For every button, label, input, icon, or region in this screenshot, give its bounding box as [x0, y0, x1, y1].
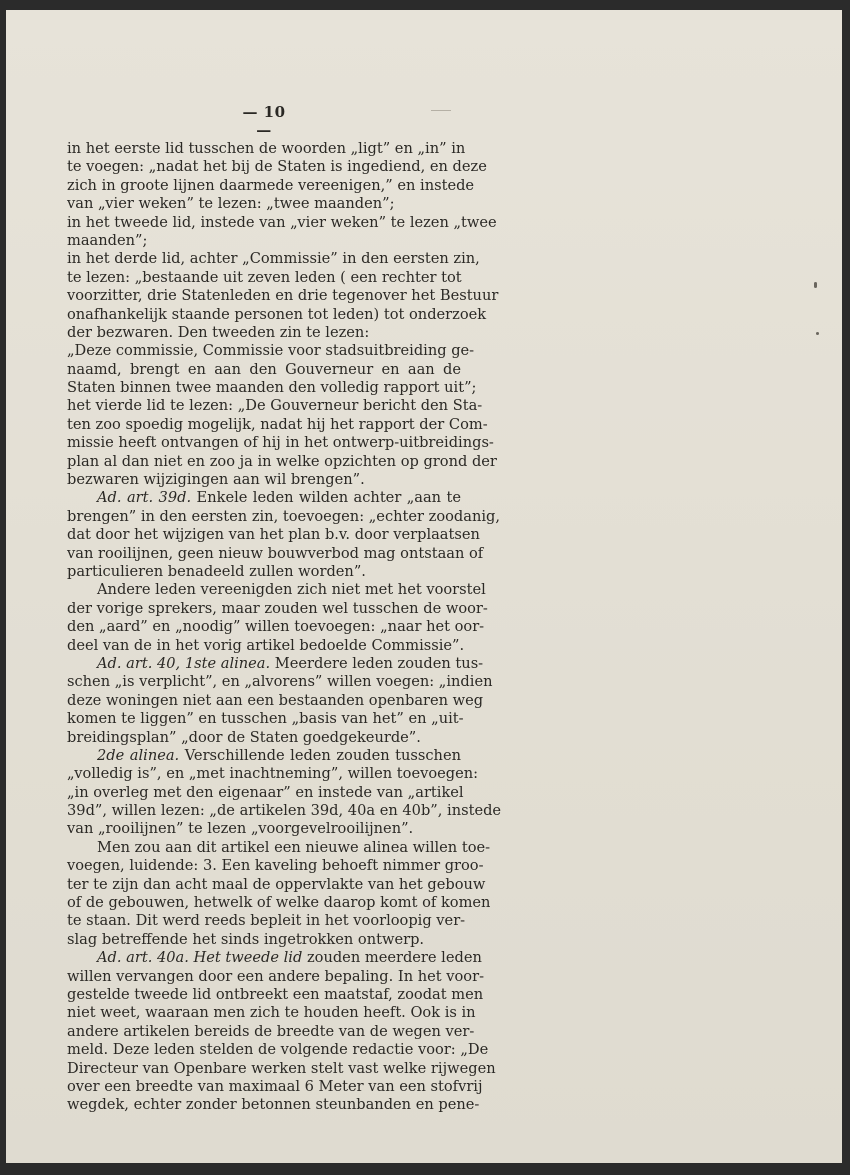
- text-line-content: zouden meerdere leden: [306, 949, 482, 967]
- text-line: [67, 544, 484, 563]
- text-line-content: te staan. Dit werd reeds bepleit in het voorloopig ver-: [67, 912, 466, 930]
- text-line-content: in het eerste lid tusschen de woorden „ligt” en „in” in: [67, 140, 466, 157]
- text-line-content: te voegen: „nadat het bij de Staten is ingediend, en deze: [67, 158, 487, 176]
- text-line-content: voegen, luidende: 3. Een kaveling behoeft nimmer groo-: [67, 857, 484, 875]
- paper-speck: [814, 282, 817, 288]
- text-line: [67, 342, 475, 360]
- text-line-content: Staten binnen twee maanden den volledig rapport uit”;: [67, 379, 477, 397]
- text-line: [67, 452, 497, 471]
- text-line: [67, 1096, 480, 1114]
- text-line: [67, 471, 461, 489]
- text-line-content: particulieren benadeeld zullen worden”.: [67, 562, 366, 580]
- text-line: [67, 250, 480, 268]
- text-line: [67, 563, 461, 581]
- text-line: [67, 618, 485, 636]
- text-line-content: Enkele leden wilden achter „aan te: [196, 489, 462, 507]
- text-line-content: plan al dan niet en zoo ja in welke opzichten op grond der: [67, 452, 497, 470]
- text-line: [67, 158, 487, 176]
- text-line-content: bezwaren wijzigingen aan wil brengen”.: [67, 471, 365, 489]
- text-line: [67, 1041, 489, 1059]
- text-line-content: ten zoo spoedig mogelijk, nadat hij het rapport der Com-: [67, 415, 488, 433]
- text-line: [67, 967, 484, 986]
- text-line: [67, 710, 464, 728]
- text-line-content: breidingsplan” „door de Staten goedgekeurde”.: [67, 728, 421, 746]
- text-line: [67, 875, 486, 894]
- text-line: [67, 636, 465, 655]
- text-line: [67, 729, 461, 747]
- italic-reference: 2de alinea.: [97, 746, 180, 764]
- text-line-content: „Deze commissie, Commissie voor stadsuitbreiding ge-: [67, 342, 475, 360]
- text-line-content: der vorige sprekers, maar zouden wel tusschen de woor-: [67, 599, 488, 617]
- text-line-content: in het derde lid, achter „Commissie” in den eersten zin,: [67, 250, 480, 268]
- text-line: [67, 912, 466, 930]
- text-line-content: Directeur van Openbare werken stelt vast welke rijwegen: [67, 1059, 496, 1077]
- text-line-content: der bezwaren. Den tweeden zin te lezen:: [67, 323, 370, 341]
- italic-reference: Ad. art. 40a. Het tweede lid: [97, 949, 303, 967]
- text-line: [67, 894, 491, 912]
- text-line-content: van „vier weken” te lezen: „twee maanden”;: [67, 195, 395, 213]
- text-line-content: Verschillende leden zouden tusschen: [184, 746, 461, 764]
- text-line-content: schen „is verplicht”, en „alvorens” willen voegen: „indien: [67, 673, 493, 691]
- text-line-content: brengen” in den eersten zin, toevoegen: „echter zoodanig,: [67, 507, 500, 525]
- text-line-content: den „aard” en „noodig” willen toevoegen: „naar het oor-: [67, 618, 485, 636]
- page-number: — 10 —: [242, 103, 286, 139]
- decorative-rule: [431, 110, 451, 111]
- text-line: [67, 232, 461, 250]
- body-text: [67, 140, 502, 1115]
- text-line-content: onafhankelijk staande personen tot leden) tot onderzoek: [67, 305, 487, 323]
- text-line: [67, 195, 461, 213]
- text-line-content: willen vervangen door een andere bepaling. In het voor-: [67, 967, 484, 985]
- text-line-content: „volledig is”, en „met inachtneming”, willen toevoegen:: [67, 765, 479, 783]
- text-line: [67, 985, 484, 1004]
- text-line: [67, 783, 464, 802]
- text-line-content: dat door het wijzigen van het plan b.v. door verplaatsen: [67, 526, 480, 544]
- text-line-content: over een breedte van maximaal 6 Meter van een stofvrij: [67, 1077, 483, 1095]
- text-line: [67, 820, 461, 838]
- text-line-content: komen te liggen” en tusschen „basis van het” en „uit-: [67, 710, 464, 728]
- text-line-content: slag betreffende het sinds ingetrokken ontwerp.: [67, 930, 425, 948]
- text-line-content: andere artikelen bereids de breedte van de wegen ver-: [67, 1022, 475, 1040]
- text-line-content: Meerdere leden zouden tus-: [274, 654, 484, 672]
- text-line: [67, 507, 500, 526]
- text-line-content: meld. Deze leden stelden de volgende redactie voor: „De: [67, 1041, 489, 1059]
- text-line-content: missie heeft ontvangen of hij in het ontwerp-uitbreidings-: [67, 434, 494, 452]
- text-line: [67, 581, 486, 599]
- text-line: [67, 747, 461, 765]
- text-line-content: Men zou aan dit artikel een nieuwe alinea willen toe-: [97, 838, 491, 856]
- text-line-content: wegdek, echter zonder betonnen steunbanden en pene-: [67, 1096, 480, 1114]
- text-line-content: maanden”;: [67, 231, 148, 249]
- text-line: [67, 434, 494, 452]
- text-line-content: 39d”, willen lezen: „de artikelen 39d, 40a en 40b”, instede: [67, 802, 502, 820]
- text-line: [67, 857, 484, 875]
- text-line-content: van „rooilijnen” te lezen „voorgevelrooilijnen”.: [67, 820, 414, 838]
- paper-speck: [816, 332, 819, 335]
- text-line: [67, 802, 502, 820]
- text-line: [67, 599, 488, 618]
- text-line: [67, 287, 499, 305]
- document-page: [6, 10, 842, 1163]
- text-line-content: van rooilijnen, geen nieuw bouwverbod mag ontstaan of: [67, 544, 484, 562]
- text-line: [67, 654, 484, 673]
- text-line-content: deel van de in het vorig artikel bedoelde Commissie”.: [67, 636, 465, 654]
- text-line: [67, 765, 479, 783]
- text-line-content: naamd, brengt en aan den Gouverneur en aan de: [67, 360, 461, 378]
- text-line: [67, 931, 461, 949]
- italic-reference: Ad. art. 39d.: [97, 489, 192, 507]
- text-line: [67, 305, 487, 324]
- text-line: [67, 489, 461, 507]
- text-line-content: gestelde tweede lid ontbreekt een maatstaf, zoodat men: [67, 985, 484, 1003]
- text-line: [67, 949, 482, 967]
- text-line: [67, 691, 484, 710]
- text-line: [67, 526, 480, 544]
- text-line: [67, 415, 488, 434]
- text-line: [67, 397, 483, 415]
- text-line: [67, 1077, 483, 1096]
- text-line: [67, 1022, 475, 1041]
- text-line: [67, 176, 475, 195]
- text-line-content: te lezen: „bestaande uit zeven leden ( een rechter tot: [67, 268, 462, 286]
- text-line: [67, 379, 477, 397]
- text-line: [67, 1059, 496, 1078]
- text-line-content: of de gebouwen, hetwelk of welke daarop komt of komen: [67, 894, 491, 912]
- text-line: [67, 673, 493, 691]
- text-line-content: in het tweede lid, instede van „vier weken” te lezen „twee: [67, 213, 497, 231]
- text-line: [67, 324, 461, 342]
- text-line-content: niet weet, waaraan men zich te houden heeft. Ook is in: [67, 1004, 476, 1022]
- italic-reference: Ad. art. 40, 1ste alinea.: [97, 654, 271, 672]
- text-line: [67, 140, 466, 158]
- text-line: [67, 361, 461, 379]
- text-line-content: Andere leden vereenigden zich niet met het voorstel: [97, 581, 486, 599]
- text-line: [67, 269, 461, 287]
- text-line-content: deze woningen niet aan een bestaanden openbaren weg: [67, 691, 484, 709]
- text-line: [67, 213, 497, 232]
- text-line-content: het vierde lid te lezen: „De Gouverneur bericht den Sta-: [67, 397, 483, 415]
- text-line-content: voorzitter, drie Statenleden en drie tegenover het Bestuur: [67, 287, 499, 305]
- text-line-content: ter te zijn dan acht maal de oppervlakte van het gebouw: [67, 875, 486, 893]
- text-line-content: zich in groote lijnen daarmede vereenigen,” en instede: [67, 176, 475, 194]
- text-line: [67, 1004, 476, 1022]
- text-line-content: „in overleg met den eigenaar” en instede van „artikel: [67, 783, 464, 801]
- text-line: [67, 838, 491, 857]
